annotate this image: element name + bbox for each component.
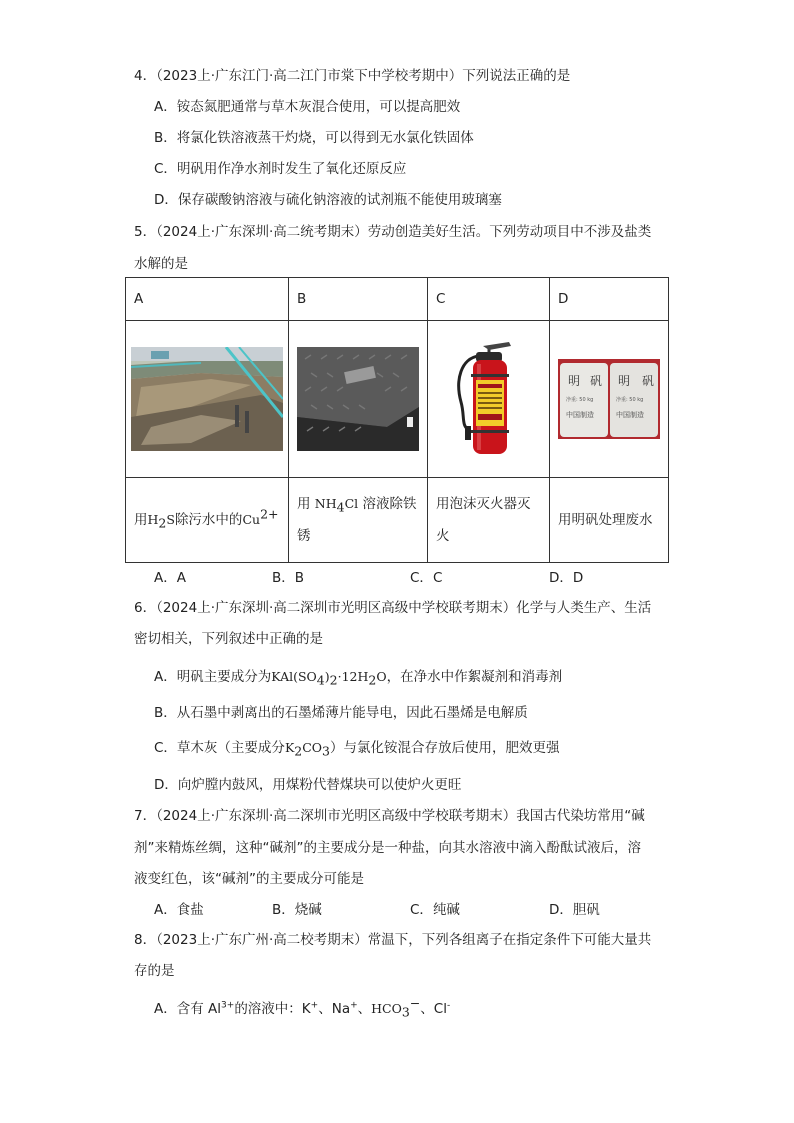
formula-sub: 4 (336, 499, 345, 515)
cell-text: 用泡沫灭火器灭 (436, 496, 531, 512)
formula-sub: 3 (401, 1004, 410, 1020)
formula: S (166, 512, 175, 527)
q6-option-a (154, 667, 562, 687)
q6-source: （2024上·广东深圳·高二深圳市光明区高级中学校联考期末） (156, 600, 517, 616)
option-label: C． (410, 570, 433, 586)
q7-stem (134, 806, 645, 826)
q4-option-b (154, 128, 474, 148)
option-label: A． (154, 1001, 177, 1017)
formula-sub: 3 (322, 743, 330, 759)
q7-number: 7． (134, 808, 157, 824)
q5-text: 劳动创造美好生活。下列劳动项目中不涉及盐类 (367, 224, 652, 240)
option-text: 明矾主要成分为 (176, 669, 272, 685)
q4-option-c (154, 159, 406, 179)
q4-source: （2023上·广东江门·高二江门市棠下中学校考期中） (156, 68, 463, 84)
formula: CO (302, 740, 323, 755)
option-text: C (432, 570, 443, 586)
table-image-cell-a (126, 321, 289, 478)
q5-stem-cont (134, 254, 188, 274)
table-image-cell-c (428, 321, 550, 478)
alum-bags-icon (558, 359, 660, 439)
rusty-iron-plate-icon (297, 347, 419, 451)
q6-text: 化学与人类生产、生活 (516, 600, 652, 616)
q8-text-cont: 存的是 (134, 963, 175, 979)
table-image-cell-b (289, 321, 428, 478)
option-text: 保存碳酸钠溶液与硫化钠溶液的试剂瓶不能使用玻璃塞 (177, 192, 502, 208)
cell-text: 溶液除铁 (358, 496, 417, 512)
table-header-c: C (428, 278, 550, 321)
q6-text-cont: 密切相关，下列叙述中正确的是 (134, 631, 323, 647)
q7-source: （2024上·广东深圳·高二深圳市光明区高级中学校联考期末） (156, 808, 517, 824)
option-label: A． (154, 570, 177, 586)
option-text: 胆矾 (572, 902, 600, 918)
table-text-cell-d (550, 478, 669, 563)
option-text: 将氯化铁溶液蒸干灼烧，可以得到无水氯化铁固体 (176, 130, 474, 146)
table-header-a: A (126, 278, 289, 321)
q7-text-cont: 剂”来精炼丝绸，这种“碱剂”的主要成分是一种盐，向其水溶液中滴入酚酞试液后，溶 (134, 840, 641, 856)
q6-option-d (154, 775, 461, 795)
formula-sub: 2 (329, 672, 338, 688)
q7-stem-cont (134, 838, 641, 858)
cell-text: 除污水中的 (174, 512, 243, 528)
q7-option-c (410, 901, 460, 919)
formula: Cu (242, 512, 261, 527)
formula-sup: + (310, 1000, 319, 1011)
cell-text: 锈 (297, 528, 311, 544)
option-text: 的溶液中：K (234, 1001, 311, 1017)
q5-source: （2024上·广东深圳·高二统考期末） (156, 224, 368, 240)
option-label: B． (272, 570, 295, 586)
q6-stem-cont (134, 629, 323, 649)
formula: ) (324, 669, 330, 684)
formula-sup: 3+ (221, 1000, 235, 1011)
q4-number: 4． (134, 68, 157, 84)
option-label: D． (154, 192, 178, 208)
formula-sub: 2 (294, 743, 303, 759)
bag-origin: 中国制造 (616, 411, 644, 419)
q4-option-d (154, 190, 502, 210)
option-text: 铵态氮肥通常与草木灰混合使用，可以提高肥效 (176, 99, 461, 115)
option-text: 含有 Al (176, 1001, 222, 1017)
option-label: A． (154, 669, 177, 685)
formula: KAl(SO (271, 669, 317, 684)
option-text: 从石墨中剥离出的石墨烯薄片能导电，因此石墨烯是电解质 (176, 705, 528, 721)
table-text-cell-b (289, 478, 428, 563)
q8-option-a (154, 995, 451, 1020)
option-text: 食盐 (176, 902, 204, 918)
q5-number: 5． (134, 224, 157, 240)
q5-answer-d (549, 569, 583, 587)
cell-text: 用 (134, 512, 148, 528)
table-text-cell-c (428, 478, 550, 563)
option-text: 纯碱 (432, 902, 460, 918)
formula: K (284, 740, 295, 755)
q7-option-b (272, 901, 322, 919)
q7-text-cont: 液变红色，该“碱剂”的主要成分可能是 (134, 871, 364, 887)
q7-option-d (549, 901, 600, 919)
option-text: 草木灰（主要成分 (176, 740, 285, 756)
option-label: D． (549, 902, 573, 918)
q8-source: （2023上·广东广州·高二校考期末） (156, 932, 368, 948)
q5-text-cont: 水解的是 (134, 256, 188, 272)
option-text: 、Cl (420, 1001, 447, 1017)
bag-weight: 净重: 50 kg (616, 397, 644, 403)
formula: HCO (371, 1001, 402, 1016)
option-text: 明矾用作净水剂时发生了氧化还原反应 (176, 161, 407, 177)
option-text: A (176, 570, 186, 586)
option-label: B． (154, 130, 177, 146)
q6-number: 6． (134, 600, 157, 616)
formula-sup: 2+ (260, 506, 279, 522)
q5-answer-b (272, 569, 304, 587)
bag-char: 矾 (590, 374, 603, 388)
q6-option-b (154, 703, 528, 723)
q5-table (125, 277, 669, 563)
option-text: 、Na (318, 1001, 351, 1017)
cell-text: 用明矾处理废水 (558, 512, 653, 528)
q4-option-a (154, 97, 460, 117)
option-text: ，在净水中作絮凝剂和消毒剂 (386, 669, 563, 685)
sewage-pool-icon (131, 347, 283, 451)
q5-answer-c (410, 569, 442, 587)
formula-sup: + (350, 1000, 358, 1011)
formula: O (376, 669, 387, 684)
q7-stem-cont2 (134, 869, 364, 889)
option-label: D． (154, 777, 178, 793)
bag-char: 明 (618, 374, 631, 388)
bag-char: 矾 (642, 374, 655, 388)
formula-sub: 4 (316, 672, 325, 688)
option-label: C． (154, 161, 177, 177)
bag-weight: 净重: 50 kg (566, 397, 594, 403)
option-label: B． (154, 705, 177, 721)
q7-text: 我国古代染坊常用“碱 (516, 808, 645, 824)
bag-origin: 中国制造 (566, 411, 594, 419)
q5-stem (134, 222, 651, 242)
formula-sub: 2 (368, 672, 377, 688)
formula: NH (314, 496, 337, 511)
option-label: C． (410, 902, 433, 918)
q8-stem (134, 930, 651, 950)
table-header-d: D (550, 278, 669, 321)
formula-sup: - (446, 1000, 451, 1011)
q8-stem-cont (134, 961, 175, 981)
option-text: D (572, 570, 584, 586)
option-text: B (294, 570, 305, 586)
cell-text: 用 (297, 496, 315, 512)
q4-text: 下列说法正确的是 (462, 68, 571, 84)
formula-sup: − (409, 995, 421, 1011)
option-label: A． (154, 902, 177, 918)
option-label: B． (272, 902, 295, 918)
q6-option-c (154, 738, 560, 758)
q6-stem (134, 598, 651, 618)
fire-extinguisher-icon (449, 340, 529, 458)
formula: H (147, 512, 159, 527)
bag-char: 明 (568, 374, 581, 388)
option-text: 烧碱 (294, 902, 322, 918)
q4-stem (134, 66, 570, 86)
option-label: A． (154, 99, 177, 115)
table-image-cell-d (550, 321, 669, 478)
q8-number: 8． (134, 932, 157, 948)
q8-text: 常温下，下列各组离子在指定条件下可能大量共 (367, 932, 652, 948)
formula-sub: 2 (158, 515, 167, 531)
q5-answer-a (154, 569, 186, 587)
table-text-cell-a (126, 478, 289, 563)
formula: Cl (344, 496, 359, 511)
formula: ·12H (337, 669, 369, 684)
cell-text: 火 (436, 528, 450, 544)
table-header-b: B (289, 278, 428, 321)
option-text: 向炉膛内鼓风，用煤粉代替煤块可以使炉火更旺 (177, 777, 462, 793)
option-label: C． (154, 740, 177, 756)
option-label: D． (549, 570, 573, 586)
q7-option-a (154, 901, 204, 919)
option-text: ）与氯化铵混合存放后使用，肥效更强 (330, 740, 560, 756)
option-text: 、 (357, 1001, 372, 1017)
